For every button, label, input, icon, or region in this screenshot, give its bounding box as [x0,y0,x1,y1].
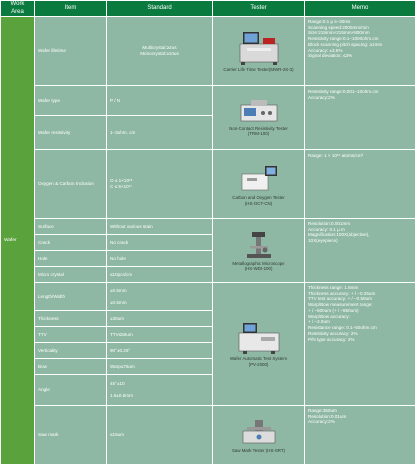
item-saw-mark: Saw mark [35,406,107,465]
header-item: Item [35,1,107,17]
table-row [1,283,415,311]
standard-oxygen-carbon: O ≤ 1×10¹⁸ C ≤ 5×10¹⁷ [107,150,213,219]
item-angle: Angle [35,375,107,406]
header-tester: Tester [213,1,305,17]
automatic-test-system-image [235,321,283,355]
standard-wafer-lifetime: Multicrystal:≥2us Monocrystal:≥10us [107,17,213,86]
saw-mark-tester-image [239,417,279,447]
standard-bow: Warp≤75um [107,359,213,375]
memo-lifetime: Range:0.1 μ s–30ms Scanning speed:2000mm/min Size:215mm×215mm×800mm Resistivity range:0.1–1000ohm.cm Block scanning pitch spacing: ≥1mm Accuracy: ±3.5% Signal deviation: ≤3% [305,17,415,86]
header-row [1,1,415,17]
oxygen-carbon-tester-image [239,162,279,194]
item-bow: Bow [35,359,107,375]
item-surface: Surface [35,219,107,235]
memo-oxygen-carbon: Range: 1 × 10¹⁶ atoms/cm³ [305,150,415,219]
standard-length-width: ±0.5mm ±0.5mm [107,283,213,311]
microscope-image [241,230,277,260]
item-oxygen-carbon: Oxygen & Carbon Inclusion [35,150,107,219]
item-thickness: Thickness [35,311,107,327]
tester-saw-mark: Saw Mark Tester (HS-SRT) [213,406,305,465]
item-length-width: Length/Width [35,283,107,311]
tester-resistivity: Non-Contact Resistivity Tester (TRM-100) [213,86,305,150]
carrier-lifetime-tester-image [237,30,281,66]
header-work-area: Work Area [1,1,35,17]
work-area-wafer: Wafer [1,17,35,465]
standard-micro-crystal: ≤10pcs/cm [107,267,213,283]
resistivity-tester-image [239,99,279,125]
item-verticality: Verticality [35,343,107,359]
standard-hole: No hole [107,251,213,267]
standard-ttv: TTV≤50um [107,327,213,343]
memo-automatic: Thickness range: 1.6mm Thickness accuracy: + / –0.25um TTV test accuracy: + / –0.50um Warp/Bow measurement range: + / –500um (+ / –850um) Warp/Bow accuracy: + / –2.0um Resistance range: 0.1–50ohm.cm Resistivity accuracy: 2% P/N type accuracy: 2% [305,283,415,406]
table-row [1,406,415,465]
item-micro-crystal: Micro crystal [35,267,107,283]
header-standard: Standard [107,1,213,17]
item-ttv: TTV [35,327,107,343]
standard-verticality: 90°±0.25° [107,343,213,359]
table-row [1,86,415,116]
standard-saw-mark: ≤15um [107,406,213,465]
standard-crack: No crack [107,235,213,251]
memo-resistivity: Resistivity range:0.001–10ohm.cm Accuracy:2% [305,86,415,150]
standard-wafer-resistivity: 1–3ohm. cm [107,116,213,150]
tester-automatic: Wafer Automatic Test System (PV-2000) [213,283,305,406]
item-wafer-lifetime: Wafer lifetime [35,17,107,86]
header-memo: Memo [305,1,415,17]
memo-saw-mark: Range:350um Resolution:0.01um Accuracy:2% [305,406,415,465]
tester-microscope: Metallographic Microscope (HS-WDI-100) [213,219,305,283]
table-row [1,17,415,86]
tester-lifetime: Carrier Life Time Tester(MWR-2S-3) [213,17,305,86]
memo-microscope: Resolution:0.001mm Accuracy: 0.1 μ m Magnification:100X(objective), 10X(eyepiece) [305,219,415,283]
standard-wafer-type: P / N [107,86,213,116]
standard-thickness: ±30um [107,311,213,327]
item-wafer-resistivity: Wafer resistivity [35,116,107,150]
tester-oxygen-carbon: Carbon and Oxygen Tester (HS-OCT-CN) [213,150,305,219]
item-wafer-type: Wafer type [35,86,107,116]
item-hole: Hole [35,251,107,267]
table-row [1,150,415,219]
table-row [1,219,415,235]
standard-surface: Without various stain [107,219,213,235]
item-crack: Crack [35,235,107,251]
standard-angle: 45°±10 1.5±0.5mm [107,375,213,406]
